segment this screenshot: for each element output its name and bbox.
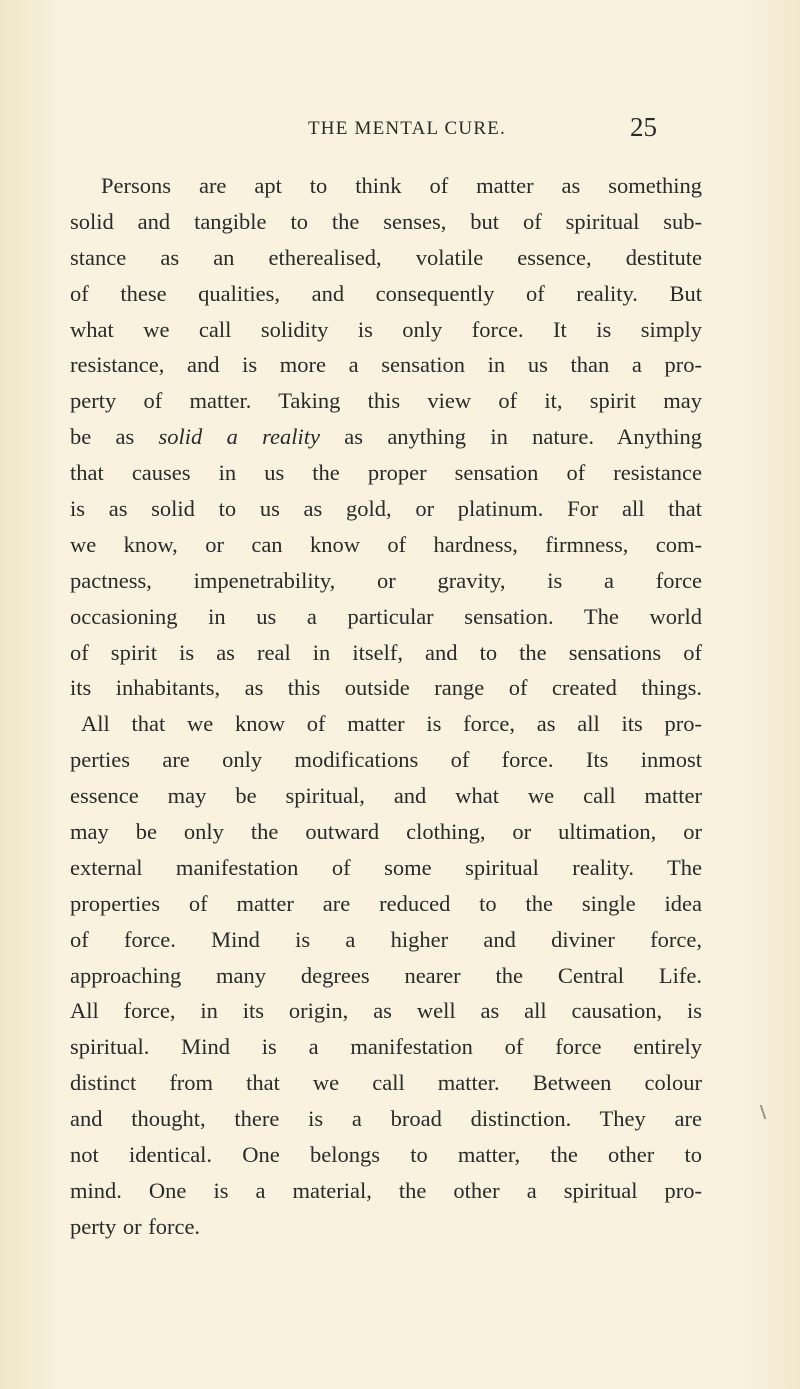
text-line: is as solid to us as gold, or platinum. For all that bbox=[70, 496, 702, 522]
text-line: its inhabitants, as this outside range of created things. bbox=[70, 675, 702, 701]
page-number: 25 bbox=[630, 112, 657, 142]
italic-phrase: solid a reality bbox=[158, 424, 321, 450]
text-line: pactness, impenetrability, or gravity, is a force bbox=[70, 567, 702, 593]
text-line: occasioning in us a particular sensation. The world bbox=[70, 603, 702, 629]
text-line: external manifestation of some spiritual reality. The bbox=[70, 854, 702, 880]
text-line: what we call solidity is only force. It is simply bbox=[70, 316, 702, 342]
text-line: perty of matter. Taking this view of it, spirit may bbox=[70, 388, 702, 414]
text-line: Persons are apt to think of matter as something bbox=[101, 173, 702, 198]
running-title: THE MENTAL CURE. bbox=[308, 118, 506, 139]
body-paragraph bbox=[70, 168, 702, 1245]
text-line: perty or force. bbox=[70, 1213, 201, 1239]
text-line: perties are only modifications of force. Its inmost bbox=[70, 747, 702, 773]
text-line: resistance, and is more a sensation in us than a pro- bbox=[70, 352, 702, 378]
text-line: All force, in its origin, as well as all causation, is bbox=[70, 998, 702, 1024]
text-line: distinct from that we call matter. Between colour bbox=[70, 1070, 702, 1096]
text-line: of spirit is as real in itself, and to the sensations of bbox=[70, 639, 702, 665]
text-line: may be only the outward clothing, or ultimation, or bbox=[70, 819, 702, 845]
text-line: of these qualities, and consequently of reality. But bbox=[70, 280, 702, 306]
text-line: mind. One is a material, the other a spiritual pro- bbox=[70, 1177, 702, 1203]
text-line: essence may be spiritual, and what we call matter bbox=[70, 783, 702, 809]
text-segment: be as bbox=[70, 424, 159, 450]
text-line-with-italic bbox=[70, 419, 702, 455]
page-header bbox=[0, 112, 800, 148]
text-line: approaching many degrees nearer the Central Life. bbox=[70, 962, 702, 988]
text-line: and thought, there is a broad distinction. They are bbox=[70, 1106, 702, 1132]
text-line: properties of matter are reduced to the single idea bbox=[70, 890, 702, 916]
text-line: stance as an etherealised, volatile essence, destitute bbox=[70, 244, 702, 270]
margin-mark bbox=[760, 1105, 771, 1119]
text-line: solid and tangible to the senses, but of spiritual sub- bbox=[70, 208, 702, 234]
text-line: spiritual. Mind is a manifestation of force entirely bbox=[70, 1034, 702, 1060]
text-line: not identical. One belongs to matter, the other to bbox=[70, 1142, 702, 1168]
text-line: of force. Mind is a higher and diviner force, bbox=[70, 926, 702, 952]
text-line: that causes in us the proper sensation of resistance bbox=[70, 460, 702, 486]
text-line: we know, or can know of hardness, firmness, com- bbox=[70, 531, 702, 557]
text-line: All that we know of matter is force, as all its pro- bbox=[81, 711, 702, 737]
text-segment: as anything in nature. Anything bbox=[320, 424, 702, 450]
